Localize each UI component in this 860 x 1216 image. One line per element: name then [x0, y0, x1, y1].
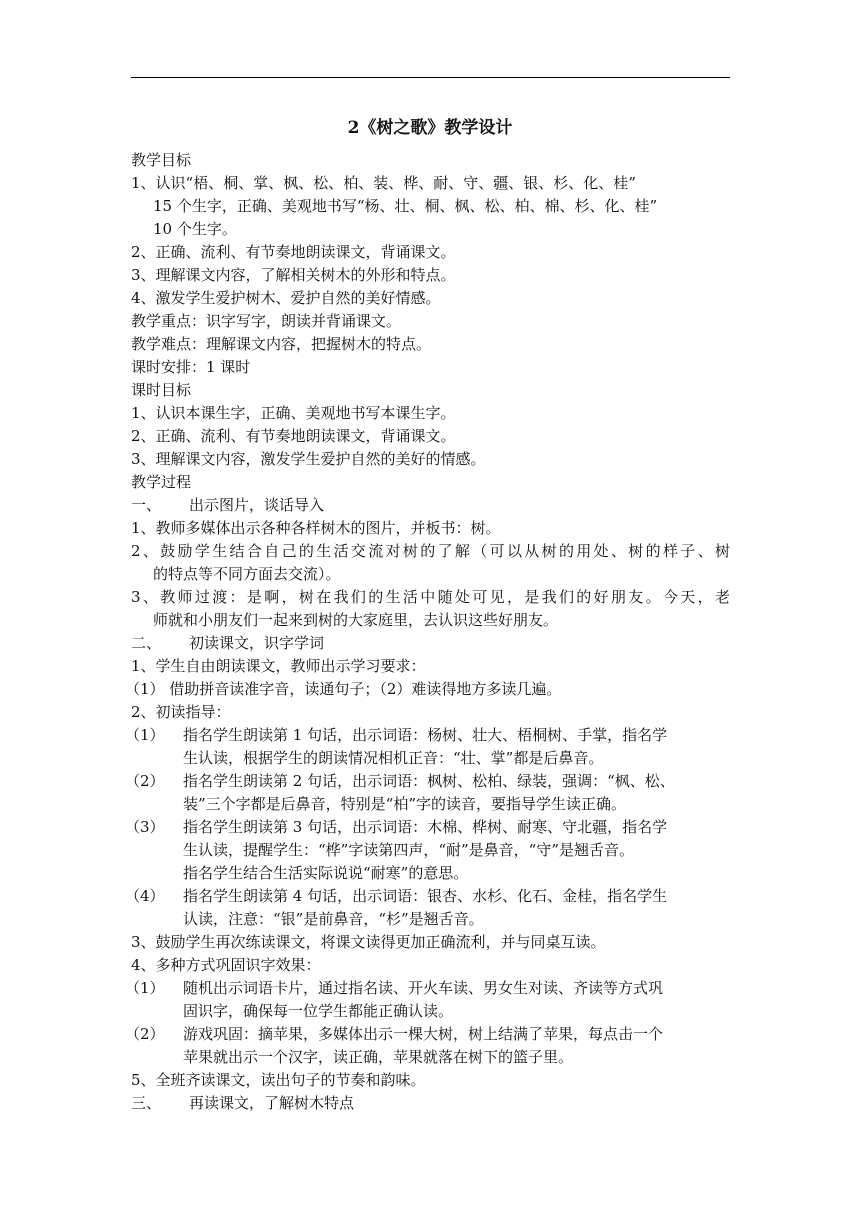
section-number: 二、: [131, 634, 162, 652]
section-2-item-1-requirements: （1） 借助拼音读准字音，读通句子；（2）难读得地方多读几遍。: [125, 680, 562, 698]
guide-4: [125, 886, 667, 906]
guide-text: 指名学生朗读第 1 句话，出示词语：杨树、壮大、梧桐树、手掌，指名学: [183, 726, 668, 744]
section-2-item-4: 4、多种方式巩固识字效果：: [131, 956, 321, 974]
guide-number: （3）: [125, 818, 165, 836]
guide-number: （1）: [125, 726, 165, 744]
guide-number: （2）: [125, 772, 165, 790]
section-1-item-2-cont: 的特点等不同方面去交流）。: [153, 565, 341, 583]
consolidate-text: 随机出示词语卡片，通过指名读、开火车读、男女生对读、齐读等方式巩: [183, 979, 664, 997]
guide-1-cont: 生认读，根据学生的朗读情况相机正音：“壮、掌”都是后鼻音。: [183, 749, 604, 767]
consolidate-2: [125, 1024, 663, 1044]
consolidate-2-cont: 苹果就出示一个汉字，读正确，苹果就落在树下的篮子里。: [183, 1048, 574, 1066]
guide-3-cont: 生认读，提醒学生：“桦”字读第四声，“耐”是鼻音，“守”是翘舌音。: [183, 841, 635, 859]
guide-1: [125, 725, 667, 745]
section-1-item-2: 2、鼓励学生结合自己的生活交流对树的了解（可以从树的用处、树的样子、树: [131, 542, 730, 560]
consolidate-number: （1）: [125, 979, 165, 997]
process-heading: 教学过程: [131, 473, 192, 491]
guide-number: （4）: [125, 887, 165, 905]
section-2-heading: [131, 633, 324, 653]
lesson-goal-2: 2、正确、流利、有节奏地朗读课文，背诵课文。: [131, 427, 456, 445]
section-title: 再读课文，了解树木特点: [189, 1094, 355, 1112]
section-2-item-3: 3、鼓励学生再次练读课文，将课文读得更加正确流利，并与同桌互读。: [131, 933, 606, 951]
objective-2: 2、正确、流利、有节奏地朗读课文，背诵课文。: [131, 243, 456, 261]
difficulties: 教学难点：理解课文内容，把握树木的特点。: [131, 335, 432, 353]
schedule: 课时安排：1 课时: [131, 358, 251, 376]
objectives-heading: 教学目标: [131, 151, 192, 169]
section-1-item-1: 1、教师多媒体出示各种各样树木的图片，并板书：树。: [131, 519, 501, 537]
consolidate-1: [125, 978, 663, 998]
objective-1-cont: 10 个生字。: [153, 220, 237, 238]
guide-3: [125, 817, 667, 837]
guide-text: 指名学生朗读第 3 句话，出示词语：木棉、桦树、耐寒、守北疆，指名学: [183, 818, 668, 836]
guide-text: 指名学生朗读第 4 句话，出示词语：银杏、水杉、化石、金桂，指名学生: [183, 887, 668, 905]
objective-3: 3、理解课文内容，了解相关树木的外形和特点。: [131, 266, 456, 284]
section-2-item-5: 5、全班齐读课文，读出句子的节奏和韵味。: [131, 1071, 426, 1089]
consolidate-number: （2）: [125, 1025, 165, 1043]
section-2-item-1: 1、学生自由朗读课文，教师出示学习要求：: [131, 657, 426, 675]
section-1-heading: [131, 495, 324, 515]
lesson-goal-3: 3、理解课文内容，激发学生爱护自然的美好的情感。: [131, 450, 486, 468]
section-number: 三、: [131, 1094, 162, 1112]
guide-4-cont: 认读，注意：“银”是前鼻音，“杉”是翘舌音。: [183, 910, 484, 928]
consolidate-1-cont: 固识字，确保每一位学生都能正确认读。: [183, 1002, 454, 1020]
section-title: 初读课文，识字学词: [189, 634, 325, 652]
section-1-item-3: 3、教师过渡：是啊，树在我们的生活中随处可见，是我们的好朋友。今天，老: [131, 588, 730, 606]
document-title: 2《树之歌》教学设计: [347, 118, 513, 138]
section-1-item-3-cont: 师就和小朋友们一起来到树的大家庭里，去认识这些好朋友。: [153, 611, 559, 629]
header-rule: [131, 77, 730, 78]
section-title: 出示图片，谈话导入: [189, 496, 325, 514]
guide-text: 指名学生朗读第 2 句话，出示词语：枫树、松柏、绿装，强调：“枫、松、: [183, 772, 675, 790]
key-points: 教学重点：识字写字，朗读并背诵课文。: [131, 312, 402, 330]
section-number: 一、: [131, 496, 162, 514]
consolidate-text: 游戏巩固：摘苹果，多媒体出示一棵大树，树上结满了苹果，每点击一个: [183, 1025, 664, 1043]
lesson-goal-1: 1、认识本课生字，正确、美观地书写本课生字。: [131, 404, 456, 422]
objective-1-cont: 15 个生字，正确、美观地书写“杨、壮、桐、枫、松、柏、棉、杉、化、桂”: [153, 197, 658, 215]
guide-2-cont: 装”三个字都是后鼻音，特别是“柏”字的读音，要指导学生读正确。: [183, 795, 627, 813]
section-3-heading: [131, 1093, 354, 1113]
section-2-item-2: 2、初读指导：: [131, 703, 231, 721]
lesson-goals-heading: 课时目标: [131, 381, 192, 399]
guide-2: [125, 771, 675, 791]
objective-1: 1、认识“梧、桐、掌、枫、松、柏、装、桦、耐、守、疆、银、杉、化、桂”: [131, 174, 636, 192]
guide-3-cont: 指名学生结合生活实际说说“耐寒”的意思。: [183, 864, 469, 882]
objective-4: 4、激发学生爱护树木、爱护自然的美好情感。: [131, 289, 441, 307]
